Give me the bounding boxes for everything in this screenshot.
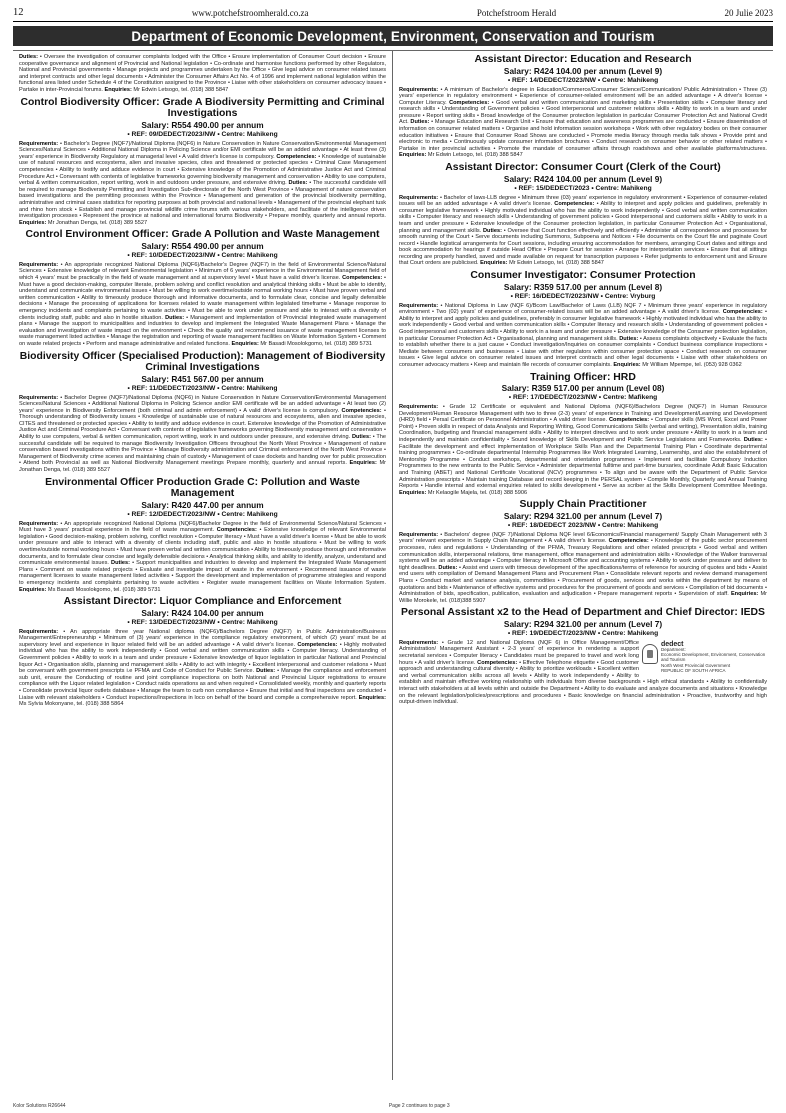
vacancy-salary: Salary: R359 517.00 per annum (Level 8)	[503, 281, 663, 292]
vacancy-title: Assistant Director: Liquor Compliance and Enforcement	[63, 596, 342, 608]
vacancy-title: Control Biodiversity Officer: Grade A Biodiversity Permitting and Criminal Investigations	[20, 96, 385, 120]
vacancy-reference: • REF: 16/DEDECT/2023/NW • Centre: Vryburg	[510, 292, 656, 300]
vacancy-title: Control Environment Officer: Grade A Pollution and Waste Management	[25, 229, 380, 241]
vacancy-reference: • REF: 17/DEDECT/2023/NW • Centre: Mafikeng	[508, 394, 658, 401]
vacancy-title: Supply Chain Practitioner	[519, 499, 647, 511]
vacancy-reference: • REF: 10/DEDECT/2023/NW • Centre: Mahikeng	[127, 251, 278, 259]
site-url[interactable]: www.potchefstroomherald.co.za	[191, 8, 309, 18]
logo-text	[661, 642, 767, 673]
issue-date: 20 Julie 2023	[724, 8, 773, 18]
vacancy-title: Biodiversity Officer (Specialised Production): Management of Biodiversity Criminal Investigations	[19, 350, 386, 373]
paper-name: Potchefstroom Herald	[476, 8, 557, 18]
coat-of-arms-icon	[639, 642, 657, 668]
vacancy-reference: • REF: 15/DEDECT/2023 • Centre: Mahikeng	[514, 184, 652, 192]
vacancy-post	[19, 54, 386, 94]
vacancy-salary: Salary: R294 321.00 per annum (Level 7)	[503, 618, 663, 629]
right-column	[393, 51, 773, 1080]
vacancy-post	[399, 372, 767, 497]
vacancy-post	[19, 97, 386, 227]
vacancy-reference: • REF: 13/DEDECT/2023/NW • Centre: Mahikeng	[127, 618, 278, 626]
left-column	[13, 51, 393, 1080]
vacancy-post	[399, 270, 767, 368]
vacancy-post	[399, 54, 767, 159]
logo-name: dedect	[660, 640, 684, 648]
vacancy-salary: Salary: R359 517.00 per annum (Level 08)	[501, 383, 665, 393]
vacancy-salary: Salary: R451 567.00 per annum	[141, 373, 264, 384]
vacancy-post	[399, 162, 767, 267]
vacancy-title: Consumer Investigator: Consumer Protection	[470, 270, 696, 282]
page-header	[13, 0, 773, 22]
vacancy-salary: Salary: R420 447.00 per annum	[141, 499, 264, 510]
department-logo	[639, 642, 767, 673]
vacancy-details: Requirements: • An appropriate recognized National Diploma (NQF6)/Bachelor Degree in the field of Environmental Science/Natural Sciences • Must have 3 years' practical experience in the field of waste management. Competencies: • Extensive knowledge of relevant Environmental legislation • Good decision-making, problem solving, conflict resolution • Computer literacy • Must have a valid driver's license • Must be able to work under pressure and able to interact with a diversity of clients including staff, public and also in hostile situations • Must be willing to work overtime/outside normal working hours • Must have proven verbal and written communication • Ability to timeously produce thorough and informative documents, and to formulate clear concise and legally defensible decisions • Analytical thinking skills, and ability to identify, analyze, understand and communicate environmental issues. Duties: • Support municipalities and industries to develop and implement the Integrated Waste Management Plans • Comment on waste related projects • Evaluate and investigate impact of waste in the environment • Recommend issuance of waste management licenses to waste management listed activities • Support the development and implementation of programme strategies and respond to emergency incidents and complaints pertaining to waste activities • Register waste management facilities on Waste Information System. Enquiries: Ms Basadi Mosolokgomo, tel. (018) 389 5731	[19, 520, 386, 593]
footer-center: Page 2 continues to page 3	[388, 1103, 450, 1109]
vacancy-post	[19, 351, 386, 474]
logo-line: REPUBLIC OF SOUTH AFRICA	[660, 667, 726, 673]
vacancy-salary: Salary: R424 104.00 per annum	[141, 607, 264, 618]
logo-line: Department:	[660, 647, 686, 653]
vacancy-details: Requirements: • An appropriate recognized National Diploma (NQF6)/Bachelor's Degree (NQF7) in the field of Environmental Science/Natural Sciences • Extensive knowledge of relevant Environmental legislation • Minimum of 6 years' experience in the Environmental Management field of which 4 years' must be practically in the field of waste management and at supervisory level • Must have a valid driver's license. Competencies: • Must have a good decision-making, computer literate, problem solving and conflict resolution and analytical thinking skills • Must be able to identify, understand and communicate environmental issues • Must be willing to work overtime/outside normal working hours • Must have proven verbal and written communication • Ability to timeously produce thorough and informative documents, and to formulate clear, concise and legally defensible decisions • Manage the processing of applications for licenses related to waste management within legislated timeframe • Manage response to emergency incidents and complaints pertaining to waste activities • Must be able to work under pressure and able to interact with a diversity of clients including staff, public and also in hostile situation. Duties: • Management and implementation of Provincial integrated waste management plans • Manage the support to municipalities and industries to develop and implement the Integrated Waste Management Plans • Manage the evaluation and investigation of waste impact on the environment • Check the quality and recommend issuance of waste management licenses to waste management listed activities • Manage the registration and reporting of waste management facilities on Waste Information System • Comment on waste related projects • Perform and manage administrative and related functions. Enquiries: Mr Basadi Mosolokgomo, tel. (018) 389 5731	[19, 261, 387, 347]
vacancy-details: Requirements: • National Diploma in Law (NQF 6)/Bcom Law/Bachelor of Laws (LLB) NQF 7 • Minimum three years' experience in regulatory environment • Two (02) years' of experience of consumer-related issues will be an added advantage • A valid driver's license. Competencies: • Ability to interpret and apply policies and guidelines, preferably in consumer legislative framework • Highly motivated individual who has the ability to work independently • Good verbal and written communication skills • Computer literacy and research skills • Understanding of government policies • Good interpersonal and customers skills • Ability to work in a team and under pressure • Extensive knowledge of the Consumer protection legislation, in particular Consumer Protection Act • Organisational, planning and management skills. Duties: • Assess complaints objectively • Evaluate the facts to establish whether there is a just cause • Conduct investigation/Inquiries on consumer complaints • Conduct business compliance inspections • Mediate between consumers and businesses • Liaise with other regulators within consumer protection space • Conduct research on consumer issues • Give legal advice on consumer related issues and interpret contracts and other legal documents • Liaise with other stakeholders on consumer advocacy matters • Keep and maintain file records of consumer complaints. Enquiries: Mr William Mpempe, tel. (053) 928 0362	[399, 302, 768, 368]
vacancy-details: Duties: • Oversee the investigation of consumer complaints lodged with the Office • Ensure implementation of Consumer Court decision • Ensure cooperative governance and alignment of Provincial and National legislation • Co-ordinate and harmonise functions performed by other Regulators, National and Provincial governments • Manage projects and programmes undertaken by the Office • Give legal advice on consumer related issues and interpret contracts and other legal documents • Administer the Consumer Affairs Act No. 4 of 1996 and implement national legislation within the functional area listed under Schedule 4 of the Constitution assigned to the Province • Liaise with other stakeholders on consumer advocacy issues • Partake in inter-Provincial forums. Enquiries: Mr Edwin Letsogo, tel. (018) 388 5847	[19, 54, 386, 93]
vacancy-details: Requirements: • Bachelor Degree (NQF7)/National Diploma (NQF6) in Nature Conservation in Nature Conservation/Environmental Management Sciences/Natural Sciences • Additional National Diploma in Policing Science and/or EMI certificate will be an added advantage • At least two (2) years' experience in Biodiversity Enforcement (both criminal and admin enforcement) • A valid driver's license is compulsory. Competencies: • Thorough understanding of Biodiversity issues • Knowledge of sustainable use of natural resources and ecosystems, alien and invasive species, CITES and threatened or protected species • Ability to testify and adduce evidence in court. Extensive knowledge of the Promotion of Administrative Justice Act and Criminal Procedure Act • Conversant with contents of legislative frameworks governing Biodiversity management and conservation • Ability to use computers, verbal & written communication, report writing, work in and outdoors under pressure, and extensive driving. Duties: • The successful candidate will be required to manage Biodiversity Investigation Officers throughout the North West Province • Management of nature conservation based investigations within the Province • Manage Biodiversity administration and Criminal enforcement of the North West Province • Management of Biodiversity crime scenes and maintaining chain of custody • Management of case dockets and handing over for public prosecution • Attend both Provincial as well as National Biodiversity Management meetings Prepare monthly, quarterly and annual reports. Enquiries: Mr Jonathan Denga, tel. (018) 389 5527	[19, 394, 386, 474]
page-footer	[13, 1103, 773, 1109]
vacancy-details: Requirements: • Grade 12 and National Diploma (NQF 6) in Office Management/Office Administration/ Management Assistant • 2-3 years' of experience in rendering a support secretarial services • Computer literacy • Candidates must be prepared to travel and work long hours • A valid driver's license. Competencies: • Effective Telephone etiquette • Good customer approach and understanding cultural diversity • Ability to prioritize workloads • Excellent written and verbal communication skills across all levels • Ability to work independently • Ability to establish and maintain effective working relationship with individuals from diverse backgrounds • High ethical standards • Ability to confidentially interact with stakeholders at all levels within and outside the Department • Ability to do evaluate and analyze documents and situations • Knowledge on the relevant legislation/policies/prescriptions and procedures • Basic knowledge on financial administration • Proactive, trustworthy and high output-driven individual.	[399, 639, 767, 706]
vacancy-reference: • REF: 11/DEDECT/2023/NW • Centre: Mahikeng	[127, 384, 278, 392]
vacancy-reference: • REF: 12/DEDECT/2023/NW • Centre: Mahikeng	[127, 510, 278, 518]
footer-left: Kolor Solutions R26644	[13, 1103, 66, 1109]
vacancy-post	[19, 596, 386, 708]
vacancy-title: Training Officer: HRD	[530, 371, 636, 383]
vacancy-reference: • REF: 09/DEDECT/2023/NW • Centre: Mahikeng	[127, 130, 278, 138]
vacancy-title: Assistant Director: Consumer Court (Clerk of the Court)	[445, 162, 721, 174]
vacancy-reference: • REF: 19/DEDECT/2023/NW • Centre: Mahikeng	[507, 629, 659, 637]
vacancy-details: Requirements: • Bachelor of laws-LLB degree • Minimum three (03) years' experience in regulatory environment • Experience of consumer-related issues will be an added advantage • A valid driver's license. Competencies: • Ability to interpret and apply policies and guidelines, preferably in consumer legislative framework • Highly motivated individual who has the ability to work independently • Good verbal and written communication skills • Computer literacy and research skills • Understanding of government policies • Good interpersonal and customers skills • Ability to work in a team and under pressure • Extensive knowledge of the Consumer protection legislation, in particular Consumer Protection Act • Organisational, planning and management skills. Duties: • Oversee that Court function effectively and efficiently • Administer all correspondence and processes for smooth running of the Court • Serve documents including Summons, Subpoena and Notices • File documents on the Court file and paginate Court record • Handle logistical arrangements for Court sessions, including ensuring accommodation for members, arranging Court dates and sittings and book accommodation for hearings if outside Head Office • Prepare Court for session • Arrange for interpretation services • Ensure that all sittings recording are properly handled, saved and made available on request for transcription purposes • Refer judgments to enforcement unit and Ensure that Court orders are publicised. Enquiries: Mr Edwin Letsogo, tel. (018) 388 5847	[399, 194, 767, 267]
vacancy-details: Requirements: • Grade 12 Certificate or equivalent and National Diploma (NQF6)/Bachelors Degree (NQF7) in Human Resource Development/Human Resource Management with two to three (2-3) years' of experience in Training and Development/Learning and Development (HRD) field • Persal Certificate on Personnel Administration • A valid driver license. Competencies: • Computer skills (MS Word, Excel and Power Point) • Proven skills in respect of data Analysis and Reporting Writing, Good Communications Skills (verbal and writing), Presentation skills, training Coordination, budgeting and financial management skills • Ability to interpret directives and to work under pressure • Ability to work in a team and independently and maintain confidentiality • Sound knowledge of Skills Development and Public Service Legislations and Frameworks. Duties: • Facilitate the development and effect implementation of Workplace Skills Plan and the Departmental Training Plan • Coordinate departmental training programmes • Co-ordinate departmental Internship Programmes like Work Integrated Learning, Learnership, and also the establishment of Mentorship Programme • Conduct workshops, departmental and orientation programmes • Implement and facilitate Compulsory Induction Programmes to the new entrants to the Public Service • Administer departmental fulltime and part-time bursaries, coordinate Adult Basic Education and Training (ABET) and National Certificate Vocational (NCV) programmes • To align and be aware with the Department of Public Service Administration prescripts • Maintain training Database and record keeping in the PERSAL system • Compile Monthly, Quarterly and Annual Training Reports • Handle internal and external enquiries related to skills development • Serve as scriber at the Skills Development Committee Meetings. Enquiries: Mr Kelaogile Majela, tel. (018) 388 5906	[399, 404, 767, 496]
page-number: 12	[13, 7, 24, 18]
vacancy-post	[399, 607, 767, 705]
vacancy-salary: Salary: R424 104.00 per annum (Level 9)	[503, 173, 663, 184]
vacancy-title: Environmental Officer Production Grade C: Pollution and Waste Management	[45, 476, 360, 500]
vacancy-salary: Salary: R294 321.00 per annum (Level 7)	[503, 510, 663, 521]
department-banner: Department of Economic Development, Environment, Conservation and Tourism	[13, 26, 773, 46]
vacancy-salary: Salary: R554 490.00 per annum	[141, 240, 264, 251]
vacancy-reference: • REF: 18/DEDECT 2023/NW • Centre: Mahikeng	[507, 521, 659, 529]
vacancy-title: Assistant Director: Education and Research	[474, 54, 692, 65]
logo-line: North West Provincial Government	[660, 662, 731, 668]
logo-line: Economic Development, Environment, Conservation and Tourism	[660, 652, 766, 663]
vacancy-details: Requirements: • Bachelors' degree (NQF 7)/National Diploma NQF level 6/Economics/Financial management/ Supply Chain Management with 3 years' relevant experience in Supply Chain Management • A valid driver's license. Competencies: • Knowledge of the public sector procurement processes, rules and regulations • Understanding of the PFMA, Treasury Regulations and other related prescripts • Good verbal and written communication skills, interpersonal relations, time management, office management and administration skills • Knowledge of the Walker transversal systems will be an added advantage • Computer literacy in Microsoft Office and accounting systems • Ability to work under pressure and deliver to tight deadlines. Duties: • Assist end users with timeous development of the specifications/terms of reference for sourcing of quotes and bids • Assist end users with compilation of Demand Management Plans and Procurement Plan • Consolidate relevant reports and review demand management Plans • Conduct market and variance analysis, commodities • Procurement of goods, services and works within the department by means of quotations and bids • Maintenance of effective systems and procedures for the procurement of goods and services • Compilation of bid documents • Administration of bids, specification, publication, evaluation and adjudication • Prepare management reports • Supervision of staff. Enquiries: Mr Willie Morokele, tel. (018)388 5907	[399, 531, 768, 604]
vacancy-post	[19, 477, 386, 594]
vacancy-salary: Salary: R424 104.00 per annum (Level 9)	[503, 65, 663, 76]
vacancy-title: Personal Assistant x2 to the Head of Department and Chief Director: IEDS	[401, 607, 765, 619]
vacancy-salary: Salary: R554 490.00 per annum	[141, 119, 264, 130]
vacancy-columns	[13, 50, 773, 1080]
vacancy-details: Requirements: • Bachelor's Degree (NQF7)/National Diploma (NQF6) in Nature Conservation in Nature Conservation/Environmental Management Sciences/Natural Sciences • Additional National Diploma in Policing Science and/or EMI certificate will be an added advantage • At least three (3) years' experience in Biodiversity Regulatory at managerial level • A valid driver's license is compulsory. Competencies: • Knowledge of sustainable use of natural resources and ecosystems, alien and invasive species, cites and threatened or protected species • Criminal Case Management competencies • Ability to testify and adduce evidence in court • Extensive knowledge of the Promotion of Administrative Justice Act and Criminal Procedure Act • Conversant with contents of legislative frameworks governing biodiversity management and conservation • Ability to use computers, verbal & written communication, report writing, work in and outdoors under pressure, and extensive driving. Duties: • The successful candidate will be required to manage Biodiversity Permitting and Investigation Sub-directorate of the North West Province • Management of nature conservation based investigations and the permitting processes within the Province • Management and generation of the provincial biodiversity permitting, administrative and criminal cases statistics for reporting purposes at both provincial and national levels • Management of the provincial elephant tusk and rhino horn stock • Establish and manage provincial wildlife crime forums with various stakeholders, and facilitate of the intelligence driven investigation processes • Represent the province at national and international forums Biodiversity • Prepare monthly, quarterly and annual reports. Enquiries: Mr Jonathan Denga, tel. (018) 389 5527	[19, 140, 387, 226]
vacancy-post	[19, 229, 386, 347]
vacancy-details: Requirements: • An appropriate three year National diploma (NQF6)/Bachelors Degree (NQF7) in Public Administration/Business Management/Entrepreneurship • Minimum of (3) years' experience in the compliance regulatory environment, of which (2) years' must be at supervisory level and experience in liquor related field will be an added advantage • A valid driver's license. Competencies: • Highly motivated individual who has the ability to work independently • Good verbal and written communication skills • Computer literacy. Understanding of Government policies • Ability to work in a team and under pressure • Extensive knowledge of liquor legislation in particular National and Provincial liquor Act • Organisation skills, planning and management skills • Ability to act with integrity • Excellent interpersonal and customer relations • Must be conversant with government prescripts i.e PFMA and Code of Conduct for Public Service. Duties: • Manage the compliance and enforcement sub unit, ensure the Conducting of routine and joint compliance inspections on both National and Provincial Liquor registrations to ensure compliance with the Liquor related legislation • Conduct raids operations as and when required • Consolidated weekly, monthly and quarterly reports • Consolidate provincial liquor outlets database • Manage the team to curb non compliance • Ensure that initial and final inspections are conducted • Liaise with relevant stakeholders • Conduct inspections/Inspections in loco on behalf of the board and compile a comprehensive report. Enquiries: Ms Sylvia Mokonyane, tel. (018) 388 5864	[19, 628, 386, 708]
vacancy-reference: • REF: 14/DEDECT/2023/NW • Centre: Mahikeng	[507, 76, 659, 84]
vacancy-post	[399, 499, 767, 604]
vacancy-details: Requirements: • A minimum of Bachelor's degree in Education/Commerce/Consumer Science/Communication/ Public Administration • Three (3) years' experience in regulatory environment • Experience of consumer-related environment will be an added advantage • A driver's license • Computer Literacy. Competencies: • Good verbal and written communication and marketing skills • Presentation skills • Computer literacy and research skills • Understanding of Government policies • Good interpersonal and customer relations skills • Ability to work in a team and under pressure • Report writing skills • Broad knowledge of the Consumer protection legislation in particular Consumer Protection Act and National Credit Act. Duties: • Manage Education and Research Unit • Ensure that education and awareness programmes are conducted • Ensure dissemination of information on consumer related matters • Organise and hold information session workshops • Work with other regulatory bodies on their consumer education initiatives • Ensure that Consumer Road Shows are conducted • Promote media literacy through media talk shows • Provide print and electronic to media • Continuously update consumer information brochures • Conduct research on consumer behavior or other related matters • Partake in inter provincial activities • Promote the mandate of consumer affairs through roadshows and other available platforms/structures. Enquiries: Mr Edwin Letsogo, tel. (018) 388 5847	[399, 86, 767, 159]
